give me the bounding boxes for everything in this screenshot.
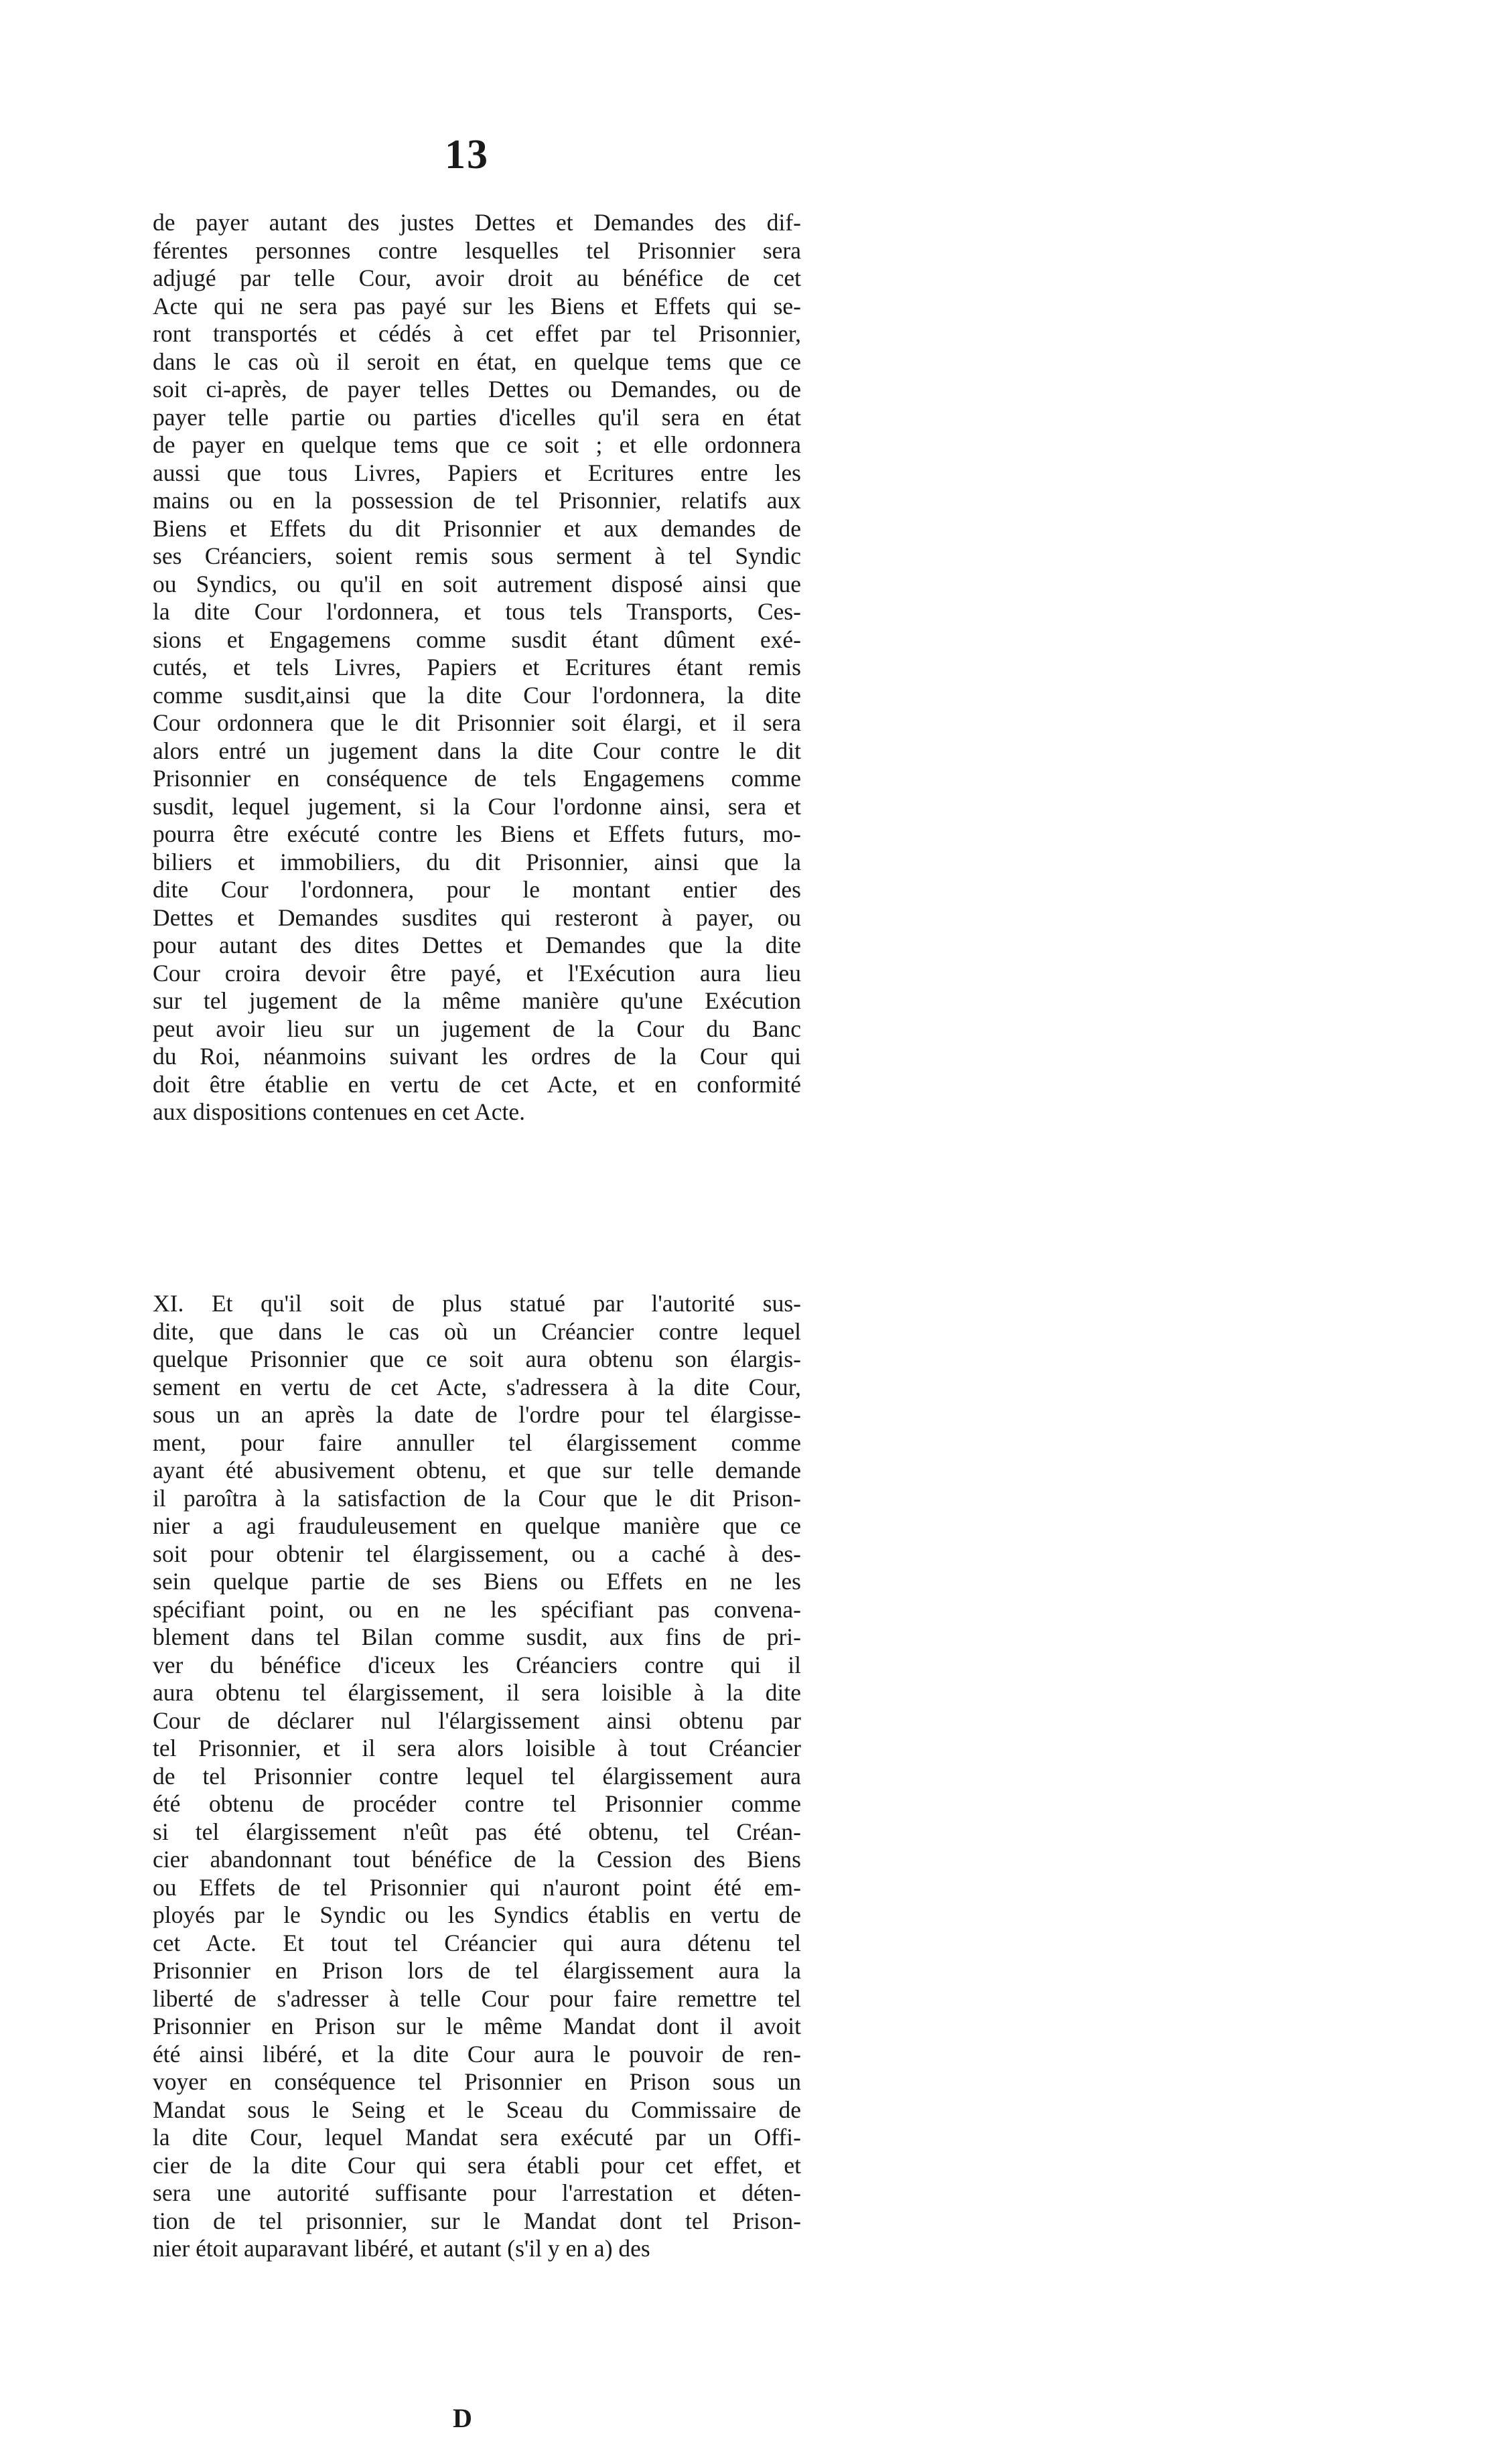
text-line: ses Créanciers, soient remis sous serment à tel Syndic [153, 542, 801, 569]
text-line: sous un an après la date de l'ordre pour tel élargisse- [153, 1401, 801, 1428]
text-line: Prisonnier en Prison sur le même Mandat dont il avoit [153, 2013, 801, 2039]
text-line: pourra être exécuté contre les Biens et Effets futurs, mo- [153, 820, 801, 847]
text-line: Cour croira devoir être payé, et l'Exécution aura lieu [153, 959, 801, 987]
page-number: 13 [445, 132, 489, 177]
text-line: été ainsi libéré, et la dite Cour aura le pouvoir de ren- [153, 2040, 801, 2068]
text-line: du Roi, néanmoins suivant les ordres de la Cour qui [153, 1043, 801, 1070]
text-line: Cour de déclarer nul l'élargissement ainsi obtenu par [153, 1707, 801, 1734]
text-line: comme susdit,ainsi que la dite Cour l'ordonnera, la dite [153, 681, 801, 709]
text-line: Prisonnier en conséquence de tels Engagemens comme [153, 765, 801, 792]
paragraph-section-XI [153, 1290, 801, 2263]
text-line: si tel élargissement n'eût pas été obtenu, tel Créan- [153, 1818, 801, 1845]
paragraph-continuation [153, 209, 801, 1127]
text-line: liberté de s'adresser à telle Cour pour faire remettre tel [153, 1984, 801, 2012]
text-line: ployés par le Syndic ou les Syndics établis en vertu de [153, 1901, 801, 1928]
text-line: Biens et Effets du dit Prisonnier et aux demandes de [153, 514, 801, 542]
text-line: il paroîtra à la satisfaction de la Cour que le dit Prison- [153, 1484, 801, 1512]
text-line: cet Acte. Et tout tel Créancier qui aura détenu tel [153, 1929, 801, 1956]
text-line: cier de la dite Cour qui sera établi pour cet effet, et [153, 2151, 801, 2179]
text-line: de payer autant des justes Dettes et Demandes des dif- [153, 209, 801, 236]
text-line: de payer en quelque tems que ce soit ; et elle ordonnera [153, 431, 801, 458]
text-line: ver du bénéfice d'iceux les Créanciers contre qui il [153, 1651, 801, 1678]
text-line: Acte qui ne sera pas payé sur les Biens et Effets qui se- [153, 292, 801, 319]
text-line: dite Cour l'ordonnera, pour le montant entier des [153, 876, 801, 903]
text-line: tel Prisonnier, et il sera alors loisible à tout Créancier [153, 1735, 801, 1761]
text-line: Dettes et Demandes susdites qui resteront à payer, ou [153, 903, 801, 931]
text-line: mains ou en la possession de tel Prisonnier, relatifs aux [153, 487, 801, 514]
text-line: tion de tel prisonnier, sur le Mandat dont tel Prison- [153, 2207, 801, 2234]
text-line: soit ci-après, de payer telles Dettes ou Demandes, ou de [153, 376, 801, 403]
text-line: nier étoit auparavant libéré, et autant (s'il y en a) des [153, 2235, 650, 2262]
text-line: susdit, lequel jugement, si la Cour l'ordonne ainsi, sera et [153, 792, 801, 820]
text-line: biliers et immobiliers, du dit Prisonnier, ainsi que la [153, 848, 801, 875]
text-line: aux dispositions contenues en cet Acte. [153, 1098, 526, 1125]
text-line: férentes personnes contre lesquelles tel Prisonnier sera [153, 236, 801, 264]
text-line: cier abandonnant tout bénéfice de la Cession des Biens [153, 1846, 801, 1873]
text-line: Mandat sous le Seing et le Sceau du Commissaire de [153, 2096, 801, 2123]
text-line: sera une autorité suffisante pour l'arrestation et déten- [153, 2179, 801, 2206]
text-line: la dite Cour l'ordonnera, et tous tels Transports, Ces- [153, 598, 801, 625]
text-line: quelque Prisonnier que ce soit aura obtenu son élargis- [153, 1346, 801, 1372]
text-line: alors entré un jugement dans la dite Cour contre le dit [153, 737, 801, 764]
text-line: ment, pour faire annuller tel élargissement comme [153, 1429, 801, 1456]
text-line: doit être établie en vertu de cet Acte, et en conformité [153, 1070, 801, 1098]
text-line: ront transportés et cédés à cet effet par tel Prisonnier, [153, 320, 801, 347]
text-line: payer telle partie ou parties d'icelles qu'il sera en état [153, 403, 801, 431]
signature-mark: D [453, 2403, 472, 2433]
text-line: XI. Et qu'il soit de plus statué par l'autorité sus- [153, 1290, 801, 1317]
text-line: aura obtenu tel élargissement, il sera loisible à la dite [153, 1679, 801, 1706]
text-line: adjugé par telle Cour, avoir droit au bénéfice de cet [153, 265, 801, 291]
text-line: dite, que dans le cas où un Créancier contre lequel [153, 1317, 801, 1345]
text-line: dans le cas où il seroit en état, en quelque tems que ce [153, 348, 801, 375]
text-line: Cour ordonnera que le dit Prisonnier soit élargi, et il sera [153, 709, 801, 736]
text-line: sement en vertu de cet Acte, s'adressera à la dite Cour, [153, 1373, 801, 1400]
text-line: pour autant des dites Dettes et Demandes que la dite [153, 932, 801, 958]
text-line: de tel Prisonnier contre lequel tel élargissement aura [153, 1762, 801, 1790]
text-line: Prisonnier en Prison lors de tel élargissement aura la [153, 1957, 801, 1984]
text-line: cutés, et tels Livres, Papiers et Ecritures étant remis [153, 654, 801, 680]
text-line: peut avoir lieu sur un jugement de la Cour du Banc [153, 1015, 801, 1042]
text-line: ayant été abusivement obtenu, et que sur telle demande [153, 1457, 801, 1483]
text-line: nier a agi frauduleusement en quelque manière que ce [153, 1512, 801, 1539]
text-line: ou Syndics, ou qu'il en soit autrement disposé ainsi que [153, 570, 801, 597]
text-line: sein quelque partie de ses Biens ou Effets en ne les [153, 1568, 801, 1595]
text-line: sur tel jugement de la même manière qu'une Exécution [153, 987, 801, 1014]
show-through-bleed [201, 1180, 804, 1274]
text-line: la dite Cour, lequel Mandat sera exécuté par un Offi- [153, 2124, 801, 2151]
text-line: blement dans tel Bilan comme susdit, aux fins de pri- [153, 1623, 801, 1650]
text-line: été obtenu de procéder contre tel Prisonnier comme [153, 1790, 801, 1817]
text-line: spécifiant point, ou en ne les spécifiant pas convena- [153, 1595, 801, 1623]
text-line: ou Effets de tel Prisonnier qui n'auront point été em- [153, 1873, 801, 1901]
text-line: sions et Engagemens comme susdit étant dûment exé- [153, 626, 801, 653]
text-line: soit pour obtenir tel élargissement, ou a caché à des- [153, 1540, 801, 1567]
text-line: aussi que tous Livres, Papiers et Ecritures entre les [153, 459, 801, 486]
text-line: voyer en conséquence tel Prisonnier en Prison sous un [153, 2068, 801, 2095]
